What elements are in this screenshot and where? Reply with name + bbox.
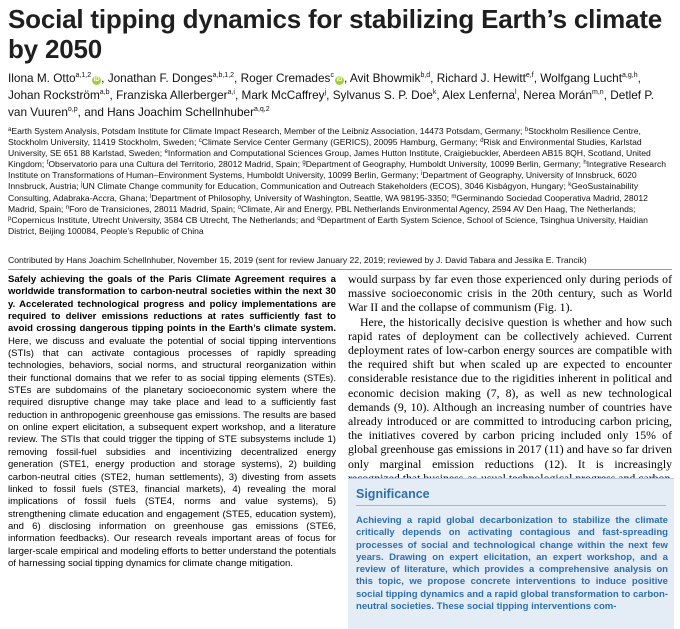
- affiliation-mark: q: [317, 215, 321, 222]
- contributed-note: Contributed by Hans Joachim Schellnhuber, November 15, 2019 (sent for review January 22, 2019; reviewed by J. David Tabara and Jessika E. Trancik): [8, 255, 587, 265]
- affiliation-mark: c: [198, 138, 202, 145]
- abstract-lead: Safely achieving the goals of the Paris Climate Agreement requires a worldwide transformation to carbon-neutral societies within the next 30 y. Accelerated technological progress and policy implementations are required to deliver emissions reductions at rates sufficiently fast to avoid crossing dangerous tipping points in the Earth’s climate system.: [8, 274, 336, 335]
- affiliation-text: Foro de Transiciones, 28011 Madrid, Spain;: [69, 203, 236, 214]
- author-name: Alex Lenferna: [442, 88, 516, 102]
- author[interactable]: [108, 71, 234, 85]
- author-affiliation-marks: a,g,h: [622, 72, 638, 79]
- affiliation-mark: f: [46, 160, 49, 167]
- author-name: Mark McCaffrey: [241, 88, 325, 102]
- affiliation-text: Information and Computational Sciences Group, James Hutton Institute, Craigiebuckler, Aberdeen AB15 8QH, Scotland, United Kingdom;: [8, 148, 651, 170]
- author-affiliation-marks: l: [515, 89, 517, 96]
- affiliation-text: Risk and Environmental Studies, Karlstad University, SE 651 88 Karlstad, Sweden;: [8, 137, 642, 159]
- abstract-body: Here, we discuss and evaluate the potential of social tipping interventions (STIs) that can activate contagious processes of rapidly spreading technologies, behaviors, social norms, and structural reorganization within their functional domains that we refer to as social tipping elements (STEs). STEs are subdomains of the planetary socioeconomic system where the required disruptive change may take place and lead to a sufficiently fast reduction in anthropogenic greenhouse gas emissions. The results are based on online expert elicitation, a subsequent expert workshop, and a literature review. The STIs that could trigger the tipping of STE subsystems include 1) removing fossil-fuel subsidies and incentivizing decentralized energy generation (STE1, energy production and storage systems), 2) building carbon-neutral cities (STE2, human settlements), 3) divesting from assets linked to fossil fuels (STE3, financial markets), 4) revealing the moral implications of fossil fuels (STE4, norms and value systems), 5) strengthening climate education and engagement (STE5, education system), and 6) disclosing information on greenhouse gas emissions (STE6, information feedbacks). Our research reveals important areas of focus for larger-scale empirical and modeling efforts to better understand the potentials of harnessing social tipping dynamics for climate change mitigation.: [8, 335, 336, 569]
- affiliation-mark: b: [524, 127, 529, 133]
- author-affiliation-marks: e,f: [525, 72, 534, 79]
- affiliation-text: Copernicus Institute, Utrecht University, 3584 CB Utrecht, The Netherlands; and: [11, 214, 315, 225]
- affiliation-mark: p: [8, 215, 12, 222]
- author-affiliation-marks: c: [330, 72, 334, 79]
- affiliation-mark: n: [65, 204, 70, 211]
- affiliation-mark: h: [583, 160, 587, 167]
- significance-title: Significance: [356, 487, 430, 501]
- author-name: Roger Cremades: [240, 71, 331, 85]
- orcid-icon[interactable]: iD: [336, 77, 343, 83]
- affiliation-mark: g: [302, 160, 306, 167]
- affiliation-mark: a: [8, 127, 12, 133]
- author-affiliation-marks: a,b,1,2: [212, 72, 235, 79]
- author-affiliation-marks: j: [324, 89, 327, 96]
- affiliation-text: Integrative Research Institute on Transformations of Human–Environment Systems, Humboldt University, 10099 Berlin, Germany;: [8, 159, 667, 181]
- author-name: Avit Bhowmik: [349, 71, 421, 85]
- author-affiliation-marks: a,i: [227, 89, 235, 96]
- body-column-right: [348, 272, 672, 485]
- author-name: Richard J. Hewitt: [436, 71, 526, 85]
- affiliation-text: Climate Service Center Germany (GERICS), 20095 Hamburg, Germany;: [201, 137, 478, 148]
- author[interactable]: [242, 88, 327, 102]
- author[interactable]: [523, 88, 604, 102]
- affiliation-text: Stockholm Resilience Centre, Stockholm University, 11419 Stockholm, Sweden;: [8, 126, 641, 148]
- author-name: Franziska Allerberger: [116, 88, 228, 102]
- affiliation-text: Germinando Sociedad Cooperativa Madrid, 28012 Madrid, Spain;: [8, 192, 648, 214]
- affiliation-text: Observatorio para una Cultura del Territorio, 28012 Madrid, Spain;: [48, 159, 300, 170]
- author[interactable]: [8, 88, 110, 102]
- author-affiliation-marks: o,p: [67, 106, 78, 113]
- author-name: Hans Joachim Schellnhuber: [107, 105, 255, 119]
- header-divider: [8, 269, 672, 270]
- affiliation-mark: m: [451, 193, 457, 200]
- author[interactable]: [116, 88, 235, 102]
- affiliation-text: Department of Geography, Humboldt University, 10099 Berlin, Germany;: [305, 159, 581, 170]
- affiliation-text: Department of Philosophy, University of Washington, Seattle, WA 98195-3350;: [151, 192, 449, 203]
- author[interactable]: [437, 71, 534, 85]
- affiliation-mark: i: [421, 171, 423, 178]
- author[interactable]: [107, 105, 269, 119]
- author-name: Johan Rockström: [8, 88, 100, 102]
- orcid-icon[interactable]: iD: [93, 77, 100, 83]
- article-title: Social tipping dynamics for stabilizing Earth’s climate by 2050: [8, 4, 663, 64]
- author-name: Nerea Morán: [523, 88, 593, 102]
- body-paragraph-2: Here, the historically decisive question is whether and how such rapid rates of deployment can be collectively achieved. Current deployment rates of low-carbon energy sources are compatible with the required shift but when scaled up are expected to encounter considerable resistance due to the rigidities inherent in political and economic decision making (7, 8), as well as new technological demands (9, 10). Although an increasing number of countries have already introduced or are committed to introducing carbon pricing, the initiatives covered by carbon pricing included only 15% of global greenhouse gas emissions in 2017 (11) and have so far driven only marginal emission reductions (12). It is increasingly: [348, 314, 672, 471]
- author-name: Sylvanus S. P. Doe: [332, 88, 433, 102]
- author-affiliation-marks: a,1,2: [75, 72, 92, 79]
- author[interactable]: [333, 88, 437, 102]
- author[interactable]: [8, 71, 101, 85]
- affiliation-text: GeoSustainability Consulting, Adabraka-Accra, Ghana;: [8, 181, 639, 203]
- author-name: Detlef P. van Vuuren: [8, 88, 654, 119]
- body-paragraph-1: would surpass by far even those experienced only during periods of massive socioeconomic crisis in the 20th century, such as World War II and the collapse of communism (Fig. 1).: [348, 272, 672, 315]
- affiliation-text: Department of Geography, University of Innsbruck, 6020 Innsbruck, Austria;: [8, 170, 637, 192]
- affiliation-text: Climate, Air and Energy, PBL Netherlands Environmental Agency, 2594 AV Den Haag, The Netherlands;: [240, 203, 636, 214]
- affiliation-mark: o: [237, 204, 241, 211]
- author[interactable]: [442, 88, 516, 102]
- affiliation-mark: k: [568, 182, 572, 189]
- author[interactable]: [241, 71, 344, 85]
- affiliation-mark: d: [480, 138, 484, 145]
- author[interactable]: [540, 71, 637, 85]
- affiliation-mark: j: [81, 182, 83, 189]
- affiliation-text: UN Climate Change community for Education, Communication and Outreach Stakeholders (ECOS), 3046 Kisbágyon, Hungary;: [82, 181, 566, 192]
- author-name: Ilona M. Otto: [8, 71, 76, 85]
- affiliation-mark: l: [149, 193, 152, 200]
- author[interactable]: [350, 71, 430, 85]
- significance-box: [348, 478, 674, 629]
- author-affiliation-marks: a,b: [99, 89, 110, 96]
- affiliation-mark: e: [164, 149, 168, 156]
- significance-text: Achieving a rapid global decarbonization to stabilize the climate critically depends on activating contagious and fast-spreading processes of social and technological change within the next few years. Drawing on expert elicitation, an expert workshop, and a review of literature, which provides a comprehensive analysis on this topic, we propose concrete interventions to induce positive social tipping dynamics and a rapid global transformation to carbon-neutral societies. These social tipping interventions com-: [356, 515, 668, 613]
- author-affiliation-marks: m,n: [592, 89, 604, 96]
- author-list: Ilona M. Otto$^{a,1,2}$iD , Jonathan F. Donges$^{a,b,1,2}$, Roger Cremades$^c$iD , Avit Bhowmik$^{b,d}$, Richard J. Hewitt$^{e,f}$, Wolfgang Lucht$^{a,g,h}$, Johan Rockström$^{a,b}$, Franziska Allerberger$^{a,i}$, Mark McCaffrey$^j$, Sylvanus S. P. Doe$^k$, Alex Lenferna$^l$, Nerea Morán$^{m,n}$, Detlef P. van Vuuren$^{o,p}$, and Hans Joachim Schellnhuber$^{a,q,2}$: [8, 71, 654, 119]
- author-affiliation-marks: k: [432, 89, 437, 96]
- abstract: [8, 274, 336, 570]
- author-affiliation-marks: b,d: [420, 72, 431, 79]
- affiliation-text: Earth System Analysis, Potsdam Institute for Climate Impact Research, Member of the Leibniz Association, 14473 Potsdam, Germany;: [11, 126, 523, 136]
- affiliation-text: Department of Earth System Science, School of Science, Tsinghua University, Haidian District, Beijing 100084, People’s Republic of China: [8, 214, 648, 236]
- author-affiliation-marks: a,q,2: [254, 106, 270, 113]
- author-name: Jonathan F. Donges: [107, 71, 213, 85]
- significance-divider: [356, 505, 666, 506]
- affiliations: [8, 126, 676, 237]
- author-name: Wolfgang Lucht: [540, 71, 623, 85]
